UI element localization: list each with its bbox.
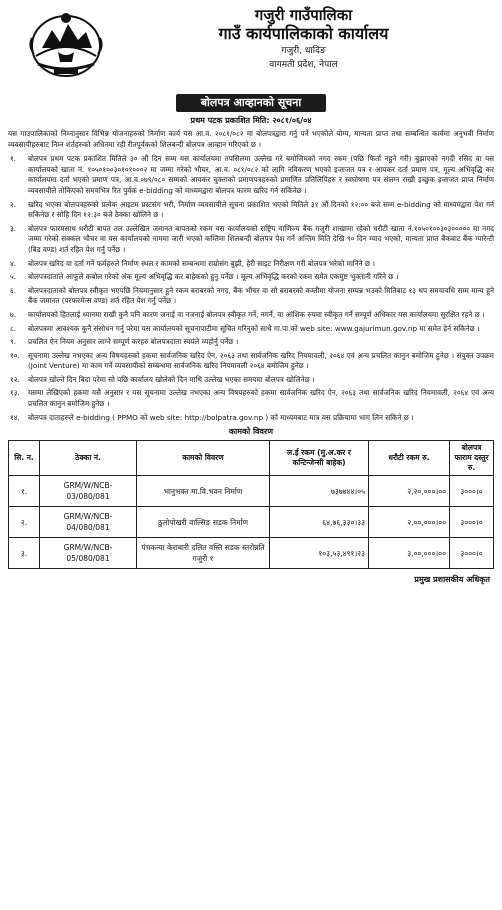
condition-item — [8, 413, 494, 424]
condition-number: १०. — [10, 350, 20, 360]
condition-text: बोलपत्रमा आवश्यक कुनै संसोधन गर्नु परेमा यस कार्यालयको सूचनापाटीमा सूचित गरिनुको साथै गा.पा.को web site: www.gajurimun.gov.np मा समेत हेर्न सकिनेछ । — [28, 323, 480, 333]
letterhead — [8, 6, 494, 90]
condition-item — [8, 224, 494, 256]
province-line: वागमती प्रदेश, नेपाल — [269, 60, 338, 70]
table-cell: भानुभक्त मा.वि.भवन निर्माण — [137, 476, 270, 507]
condition-number: १४. — [10, 412, 20, 422]
table-row — [9, 538, 494, 569]
table-cell: ३. — [9, 538, 40, 569]
table-cell: २,००,०००।०० — [369, 507, 450, 538]
condition-text: बोलपत्र खोल्ने दिन बिदा परेमा सो पछि कार्यालय खोलेको दिन माथि उल्लेख भएका समयमा बोलपत्र खोलिनेछ । — [28, 374, 315, 384]
condition-text: सूचनामा उल्लेख नभएका अन्य विषयहरुको हकमा सार्वजनिक खरिद ऐन, २०६३ तथा सार्वजनिक खरिद नियमावली, २०६४ एवं अन्य प्रचलित कानुन बमोजिम हुनेछ । संयुक्त उपक्रम (Joint Venture) मा काम गर्ने व्यवसायीको सम्बन्धमा सार्वजनिक खरिद नियमावली २०६४ बमोजिम हुनेछ । — [28, 350, 494, 371]
condition-item — [8, 200, 494, 221]
condition-text: कार्यालयको हितलाई ध्यानमा राखी कुनै पनि कारण जनाई वा नजनाई बोलपत्र स्वीकृत गर्ने, नगर्ने, वा आंशिक रुपमा स्वीकृत गर्ने सम्पूर्ण अधिकार यस कार्यालयमा सुरक्षित रहने छ । — [28, 309, 485, 319]
column-header: ल.ई रकम (मु.अ.कर र कन्टिन्जेन्सी बाहेक) — [270, 441, 369, 476]
condition-number: ६. — [10, 285, 17, 295]
table-cell: ३,००,०००।०० — [369, 538, 450, 569]
publish-date: प्रथम पटक प्रकाशित मिति: २०८१/०६/०४ — [190, 116, 312, 125]
condition-item — [8, 272, 494, 283]
condition-text: प्रचलित ऐन नियम अनुसार लाग्ने सम्पूर्ण करहरु बोलपत्रदाता स्वयंले व्यहोर्नु पर्नेछ । — [28, 337, 239, 347]
condition-item — [8, 375, 494, 386]
table-cell: २. — [9, 507, 40, 538]
table-cell: १. — [9, 476, 40, 507]
signatory-title: प्रमुख प्रशासकीय अधिकृत — [414, 575, 490, 585]
condition-text: बोलपत्र खरिद वा दर्ता गर्ने फर्महरुले निर्माण स्थल र कामको सम्बन्धमा राम्रोसंग बुझी, हेरी साइट निरीक्षण गरी बोलपत्र भरेको मानिने छ । — [28, 258, 375, 268]
office-title-block — [113, 6, 494, 72]
table-row — [9, 476, 494, 507]
condition-number: ४. — [10, 258, 17, 268]
column-header: सि. न. — [9, 441, 40, 476]
column-header: बोलपत्र फाराम दस्तुर रु. — [450, 441, 494, 476]
condition-text: खरिद भएका बोलपत्रहरुको प्रत्येक आइटम प्रस्टसंग भरी, निर्माण व्यवसायीले सूचना प्रकाशित भएको मितिले ३१ औं दिनको १२:०० बजे सम्म e-bidding को माध्यमद्वारा पेश गर्न सकिनेछ र सोहि दिन १२:३० बजे ठेक्का खोलिने छ । — [28, 199, 494, 220]
condition-text: यसमा लेखिएको हकमा यसै अनुसार र यस सूचनामा उल्लेख नभएका अन्य विषयहरुको हकमा सार्वजनिक खरिद ऐन, २०६३ तथा सार्वजनिक खरिद नियमावली, २०६४ एवं अन्य प्रचलित कानुन बमोजिम हुनेछ । — [28, 388, 494, 409]
condition-text: बोलपत्रदाताको बोलपत्र स्वीकृत भएपछि नियमानुसार हुने रकम बराबरको नगद, बैंक भौचर वा सो बराबरको कम्तीमा योजना सम्पन्न भउको मितिबाट १३ थप समयावधि सम्म मान्य हुने बैंक जमानत (परफरमेन्स वण्ड) शर्त रहित पेश गर्नु पर्नेछ । — [28, 285, 494, 306]
condition-item — [8, 286, 494, 307]
office-name: गाउँ कार्यपालिकाको कार्यालय — [218, 24, 389, 43]
condition-number: ५. — [10, 272, 17, 282]
condition-text: बोलपत्र फारमसाथ धरौटी बापत तल उल्लेखित जमानत बापतको रकम यस कार्यालयको राष्ट्रिय वाणिज्य बैंक गजुरी शाखामा रहेको धरौटी खाता नं.१०५०१००३०३००००० मा नगद जम्मा गरेको सक्कल भौचर वा यस कार्यालयको नाममा जारी भएको कम्तिमा शिलबन्दी बोलपत्र पेश गर्ने अन्तिम मिति देखि ९० दिन म्याद भएको, मान्यता प्राप्त बैंकबाट बैंक ग्यारेन्टी (बिड वण्ड) शर्त रहित पेश गर्नु पर्नेछ । — [28, 223, 494, 254]
table-cell: GRM/W/NCB-05/080/081 — [40, 538, 137, 569]
condition-text: बोलपत्रदाताले आफूले कबोल गरेको अंक मूल्य अभिवृद्धि कर बाहेकको हुनु पर्नेछ । मूल्य अभिवृद्धि करको रकम समेत एकमुष्ट भुक्तानी गरिने छ । — [28, 272, 399, 282]
table-header-row — [9, 441, 494, 476]
table-cell: ३०००।० — [450, 538, 494, 569]
condition-number: ८. — [10, 323, 17, 333]
condition-number: ७. — [10, 309, 17, 319]
table-cell: GRM/W/NCB-04/080/081 — [40, 507, 137, 538]
office-location: गजुरी, धादिङ — [281, 46, 326, 56]
conditions-list — [8, 154, 494, 423]
table-cell: ठुलोपोखरी वाल्सिङ सडक निर्माण — [137, 507, 270, 538]
column-header: ठेक्का नं. — [40, 441, 137, 476]
notice-title: बोलपत्र आव्हानको सूचना — [176, 94, 326, 112]
condition-number: १३. — [10, 388, 20, 398]
condition-number: १२. — [10, 374, 20, 384]
municipality-name: गजुरी गाउँपालिका — [254, 6, 353, 24]
condition-item — [8, 259, 494, 270]
column-header: कामको विवरण — [137, 441, 270, 476]
works-table-heading: कामको विवरण — [228, 427, 274, 437]
column-header: धरौटी रकम रु. — [369, 441, 450, 476]
table-cell: ३०००।० — [450, 507, 494, 538]
condition-number: १. — [10, 154, 17, 164]
table-cell: ६४,७६,३३०।३३ — [270, 507, 369, 538]
table-cell: २,२०,०००।०० — [369, 476, 450, 507]
condition-text: बोलपत्र प्रथम पटक प्रकाशित मितिले ३० औं दिन सम्म यस कार्यालयमा तपसिलमा उल्लेख गरे बमोजिमको नगद रकम (पछि फिर्ता नहुने गरी) बुझाएको नगदी रसिद वा यस कार्यालयको खाता नं. १०५०१००३०१०१०००२ मा जम्मा गरेको भौचर, आ.व. ०८१/०८२ को लागि नविकरण भएको इजाजत पत्र र आयकर दर्ता प्रमाण पत्र, मूल्य अभिवृद्धि कर कार्यालयमा दर्ता भएको प्रमाण पत्र, आ.व.०७९/०८० सम्मको आयकर चुक्ताको प्रमाणपत्रहरुको प्रमाणित प्रतिलिपिहरु र स्वघोषणा पत्र संलग्न राखी इच्छुक इजाजत प्राप्त निर्माण व्यवसायीले तोकिएको समयभित्र रित पुर्वक e-bidding को माध्यमद्वारा बोलपत्र फारम खरिद गर्न सकिनेछ । — [28, 154, 494, 195]
table-cell: १०३,५३,४९१।२३ — [270, 538, 369, 569]
table-cell: पंचकन्या केराबारी दलित वस्ति सडक स्तरोन्नति गजुरी १ — [137, 538, 270, 569]
condition-text: बोलपत्र दाताहरुले e-bidding ( PPMO को web site: http://bolpatra.gov.np ) को माध्यमबाट मात्र यस प्रक्रियामा भाग लिन सकिने छ । — [28, 412, 414, 422]
table-cell: ७३७७४४।०५ — [270, 476, 369, 507]
works-table — [8, 440, 494, 569]
condition-item — [8, 337, 494, 348]
table-cell: GRM/W/NCB-03/080/081 — [40, 476, 137, 507]
intro-paragraph: यस गाउपालिकाको निम्नानुसार विभिन्न योजनाहरुको निर्माण कार्य यस आ.व. २०८१/०८२ मा बोलपत्रद्वारा गर्नु पर्ने भएकोले योग्य, मान्यता प्राप्त तथा सम्बन्धित कार्यमा अनुभवी निर्माण व्यवसायीहरुबाट निम्न शर्तहरुको अधिनमा रही रीतपूर्वकको शिलबन्दी बोलपत्र आव्हान गरिएको छ । — [8, 129, 494, 149]
condition-item — [8, 310, 494, 321]
condition-item — [8, 324, 494, 335]
nepal-emblem-icon — [28, 8, 104, 80]
condition-item — [8, 154, 494, 196]
condition-item — [8, 351, 494, 372]
condition-number: ९. — [10, 337, 17, 347]
table-row — [9, 507, 494, 538]
condition-number: ३. — [10, 223, 17, 233]
condition-number: २. — [10, 199, 17, 209]
table-cell: ३०००।० — [450, 476, 494, 507]
condition-item — [8, 388, 494, 409]
